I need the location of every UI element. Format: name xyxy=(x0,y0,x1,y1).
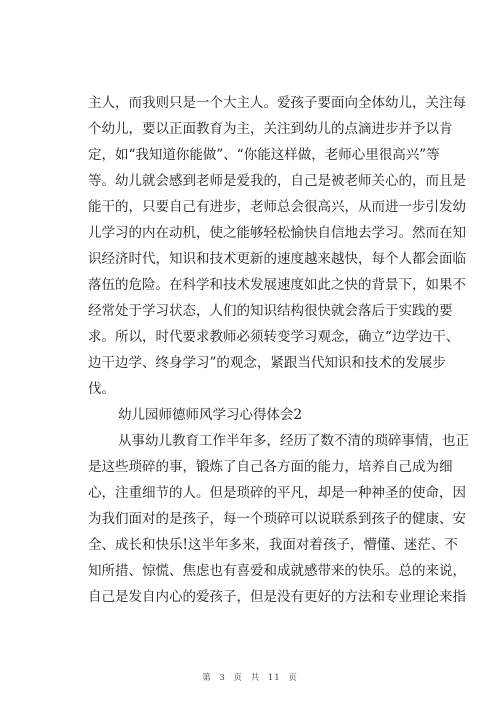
paragraph-line: 是这些琐碎的事，锻炼了自己各方面的能力，培养自己成为细 xyxy=(88,459,453,475)
paragraph-line: 边干边学、终身学习”的观念，紧跟当代知识和技术的发展步 xyxy=(88,355,446,371)
paragraph-line: 个幼儿，要以正面教育为主，关注到幼儿的点滴进步并予以肯 xyxy=(88,121,453,137)
page-number-footer: 第 3 页 共 11 页 xyxy=(202,673,298,683)
paragraph-line: 定，如“我知道你能做”、“你能这样做，老师心里很高兴”等 xyxy=(88,147,440,163)
paragraph-line: 全、成长和快乐!这半年多来，我面对着孩子，懵懂、迷茫、不 xyxy=(88,537,458,553)
paragraph-line: 能干的，只要自己有进步，老师总会很高兴，从而进一步引发幼 xyxy=(88,199,466,215)
paragraph-line: 落伍的危险。在科学和技术发展速度如此之快的背景下，如果不 xyxy=(88,277,466,293)
paragraph-line: 知所措、惊慌、焦虑也有喜爱和成就感带来的快乐。总的来说， xyxy=(88,563,466,579)
paragraph-line: 儿学习的内在动机，使之能够轻松愉快自信地去学习。然而在知 xyxy=(88,225,466,241)
paragraph-line: 心，注重细节的人。但是琐碎的平凡，却是一种神圣的使命，因 xyxy=(88,485,466,501)
paragraph-line: 等。幼儿就会感到老师是爱我的，自己是被老师关心的，而且是 xyxy=(88,173,466,189)
paragraph-line: 为我们面对的是孩子，每一个琐碎可以说联系到孩子的健康、安 xyxy=(88,511,466,527)
paragraph-line: 从事幼儿教育工作半年多，经历了数不清的琐碎事情，也正 xyxy=(118,433,469,449)
paragraph-line: 求。所以，时代要求教师必须转变学习观念，确立“边学边干、 xyxy=(88,329,460,345)
paragraph-line: 自己是发自内心的爱孩子，但是没有更好的方法和专业理论来指 xyxy=(88,589,466,605)
paragraph-line: 识经济时代，知识和技术更新的速度越来越快，每个人都会面临 xyxy=(88,251,466,267)
paragraph-line: 经常处于学习状态，人们的知识结构很快就会落后于实践的要 xyxy=(88,303,453,319)
paragraph-line: 主人，而我则只是一个大主人。爱孩子要面向全体幼儿，关注每 xyxy=(88,95,466,111)
paragraph-line: 伐。 xyxy=(88,381,115,397)
section-heading: 幼儿园师德师风学习心得体会2 xyxy=(118,407,303,423)
